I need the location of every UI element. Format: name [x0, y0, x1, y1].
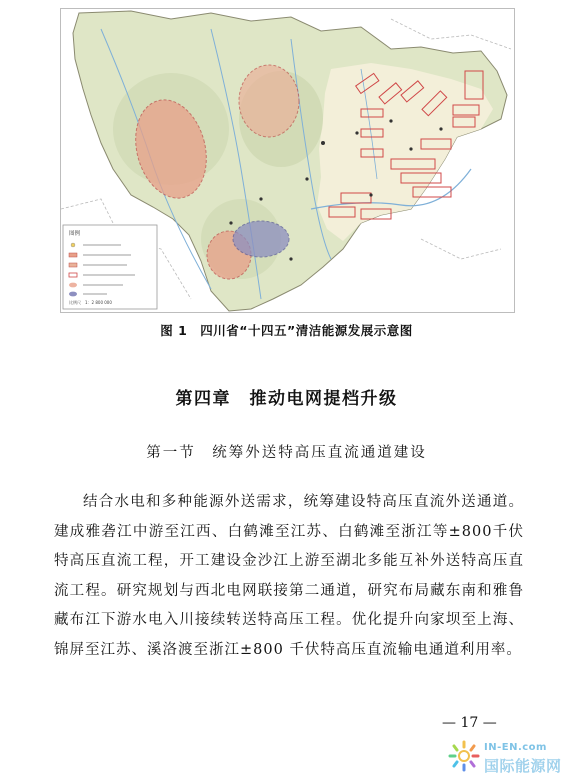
body-paragraph: 结合水电和多种能源外送需求，统筹建设特高压直流外送通道。建成雅砻江中游至江西、白鹤滩至江苏、白鹤滩至浙江等±800千伏特高压直流工程，开工建设金沙江上游至湖北多能互补外送特高压直流工程。研究规划与西北电网联接第二通道，研究布局藏东南和雅鲁藏布江下游水电入川接续转送特高压工程。优化提升向家坝至上海、锦屏至江苏、溪洛渡至浙江±800 千伏特高压直流输电通道利用率。	[54, 494, 524, 658]
energy-zone-north	[239, 65, 299, 137]
legend-scale: 比例尺 1：2 800 000	[69, 300, 112, 305]
section-title: 第一节 统筹外送特高压直流通道建设	[146, 445, 427, 461]
watermark-logo-icon	[446, 738, 482, 774]
page-number: — 17 —	[442, 715, 497, 731]
sichuan-map	[61, 9, 514, 312]
watermark	[440, 738, 570, 778]
chapter-title: 第四章 推动电网提档升级	[175, 389, 398, 409]
watermark-name: 国际能源网	[484, 757, 562, 775]
watermark-site: IN-EN.com	[484, 742, 547, 753]
energy-zone-purple	[233, 221, 289, 257]
legend-title: 图例	[69, 231, 81, 237]
figure-caption: 图 1 四川省“十四五”清洁能源发展示意图	[160, 323, 413, 338]
map-figure	[60, 8, 515, 313]
map-legend	[63, 225, 157, 309]
